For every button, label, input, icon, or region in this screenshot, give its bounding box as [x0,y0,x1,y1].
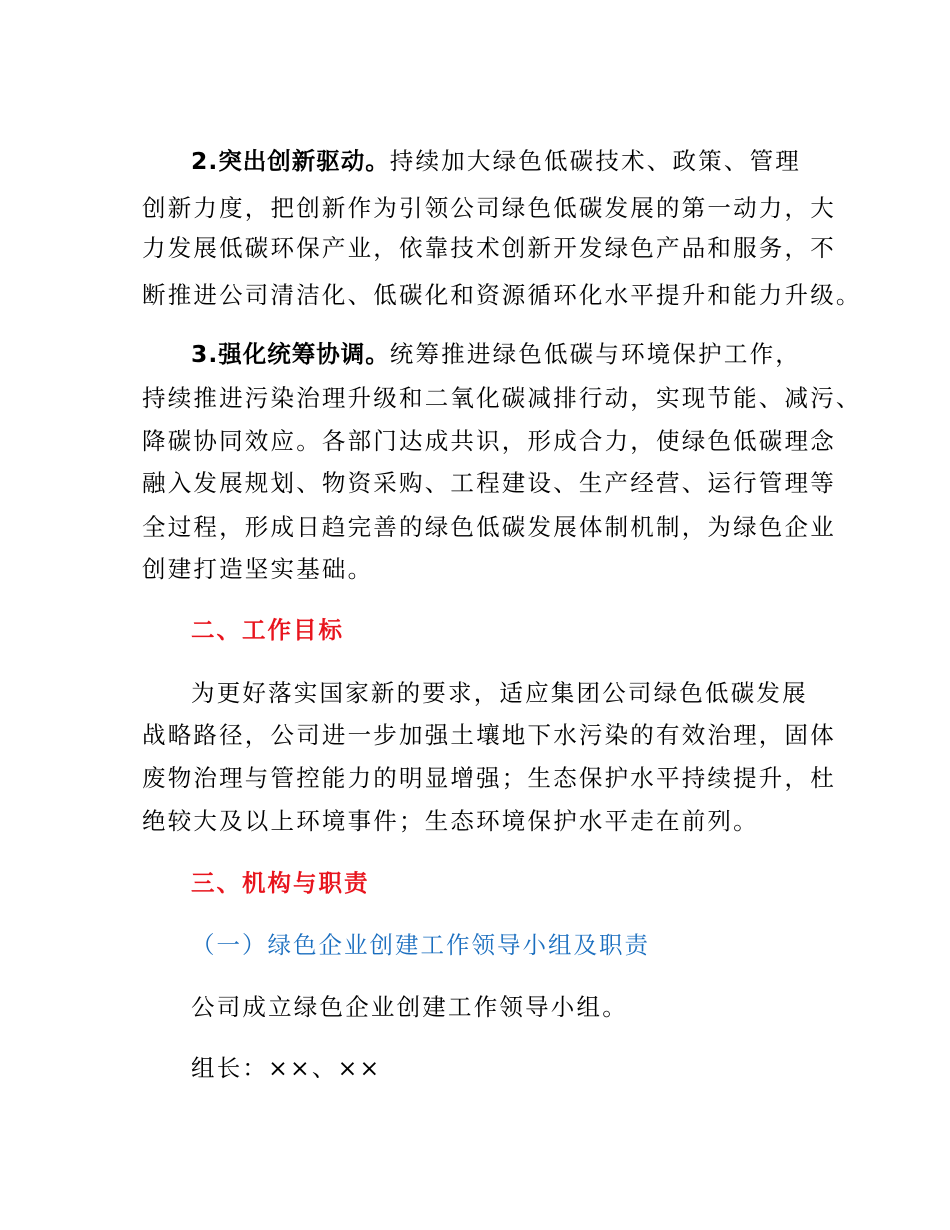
group-leader: 组长：××、×× [191,1054,382,1082]
section3-line-5: 全过程，形成日趋完善的绿色低碳发展体制机制，为绿色企业 [142,513,836,541]
section2-text: 持续加大绿色低碳技术、政策、管理 [389,147,801,175]
section2-line-4: 断推进公司清洁化、低碳化和资源循环化水平提升和能力升级。 [142,281,862,309]
goals-line-1: 为更好落实国家新的要求，适应集团公司绿色低碳发展 [191,679,808,707]
section3-line-4: 融入发展规划、物资采购、工程建设、生产经营、运行管理等 [142,469,836,497]
subheading-group: （一）绿色企业创建工作领导小组及职责 [191,931,650,959]
goals-line-3: 废物治理与管控能力的明显增强；生态保护水平持续提升，杜 [142,764,836,792]
section3-line-3: 降碳协同效应。各部门达成共识，形成合力，使绿色低碳理念 [142,427,836,455]
section3-text: 统筹推进绿色低碳与环境保护工作， [389,340,801,368]
group-established: 公司成立绿色企业创建工作领导小组。 [191,993,628,1021]
section3-line-1 [191,339,801,369]
section2-line-2: 创新力度，把创新作为引领公司绿色低碳发展的第一动力，大 [142,194,836,222]
goals-line-4: 绝较大及以上环境事件；生态环境保护水平走在前列。 [142,807,759,835]
section2-line-1 [191,146,801,176]
heading-goals: 二、工作目标 [191,616,344,644]
goals-line-2: 战略路径，公司进一步加强土壤地下水污染的有效治理，固体 [142,721,836,749]
section3-line-6: 创建打造坚实基础。 [142,555,374,583]
section3-line-2: 持续推进污染治理升级和二氧化碳减排行动，实现节能、减污、 [142,384,862,412]
section2-bold-lead: 2.突出创新驱动。 [191,147,390,175]
section2-line-3: 力发展低碳环保产业，依靠技术创新开发绿色产品和服务，不 [142,234,836,262]
section3-bold-lead: 3.强化统筹协调。 [191,340,390,368]
heading-org: 三、机构与职责 [191,869,370,897]
